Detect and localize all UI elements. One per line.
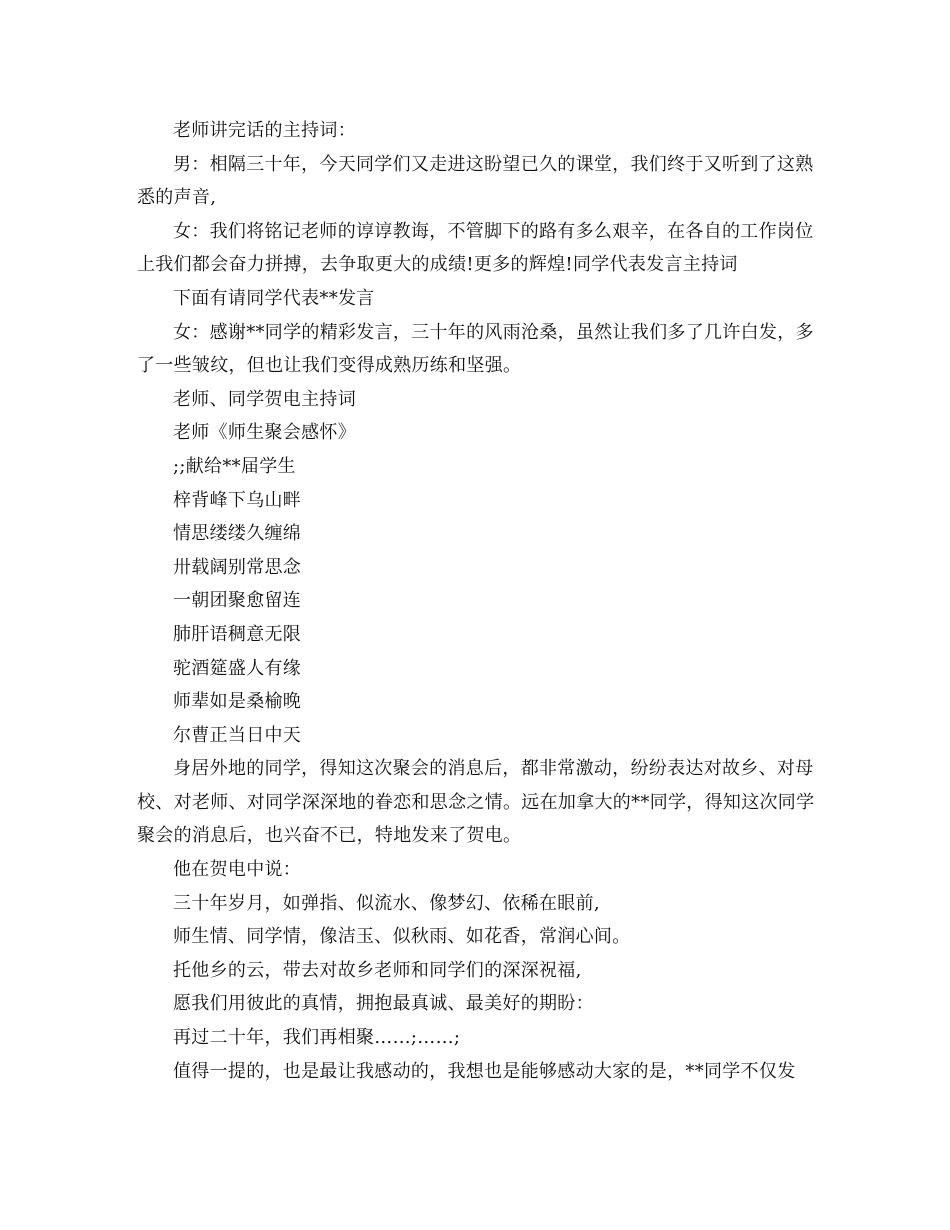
poem-line: 师辈如是桑榆晚 <box>173 691 302 713</box>
paragraph: 身居外地的同学，得知这次聚会的消息后，都非常激动，纷纷表达对故乡、对母校、对老师、对同学深深地的眷恋和思念之情。远在加拿大的**同学，得知这次同学聚会的消息后，也兴奋不已，特地发来了贺电。 <box>137 758 815 847</box>
paragraph: 托他乡的云，带去对故乡老师和同学们的深深祝福, <box>173 959 582 981</box>
paragraph: 女：感谢**同学的精彩发言，三十年的风雨沧桑，虽然让我们多了几许白发，多了一些皱纹，但也让我们变得成熟历练和坚强。 <box>137 321 814 377</box>
paragraph: 再过二十年，我们再相聚……;……; <box>173 1027 461 1049</box>
poem-line: 尔曹正当日中天 <box>173 724 302 746</box>
paragraph: 值得一提的，也是最让我感动的，我想也是能够感动大家的是，**同学不仅发 <box>173 1060 796 1082</box>
paragraph: 师生情、同学情，像洁玉、似秋雨、如花香，常润心间。 <box>173 926 631 948</box>
poem-line: 肺肝语稠意无限 <box>173 623 302 645</box>
paragraph: 愿我们用彼此的真情，拥抱最真诚、最美好的期盼： <box>173 993 594 1015</box>
paragraph: 男：相隔三十年，今天同学们又走进这盼望已久的课堂，我们终于又听到了这熟悉的声音, <box>137 153 814 209</box>
poem-line: 情思缕缕久缠绵 <box>173 523 302 545</box>
paragraph: ;;献给**届学生 <box>173 455 296 477</box>
paragraph: 女：我们将铭记老师的谆谆教诲，不管脚下的路有多么艰辛，在各自的工作岗位上我们都会奋力拼搏，去争取更大的成绩!更多的辉煌!同学代表发言主持词 <box>137 220 814 276</box>
paragraph: 下面有请同学代表**发言 <box>173 287 375 309</box>
poem-line: 梓背峰下乌山畔 <box>173 489 302 511</box>
poem-line: 驼酒筵盛人有缘 <box>173 657 302 679</box>
document-body <box>137 114 815 1088</box>
poem-line: 一朝团聚愈留连 <box>173 590 302 612</box>
paragraph: 他在贺电中说： <box>173 859 302 881</box>
paragraph: 老师讲完话的主持词： <box>173 120 356 141</box>
poem-line: 卅载阔别常思念 <box>173 556 302 578</box>
paragraph: 老师《师生聚会感怀》 <box>173 422 356 444</box>
paragraph: 三十年岁月，如弹指、似流水、像梦幻、依稀在眼前, <box>173 892 600 914</box>
paragraph: 老师、同学贺电主持词 <box>173 388 356 410</box>
